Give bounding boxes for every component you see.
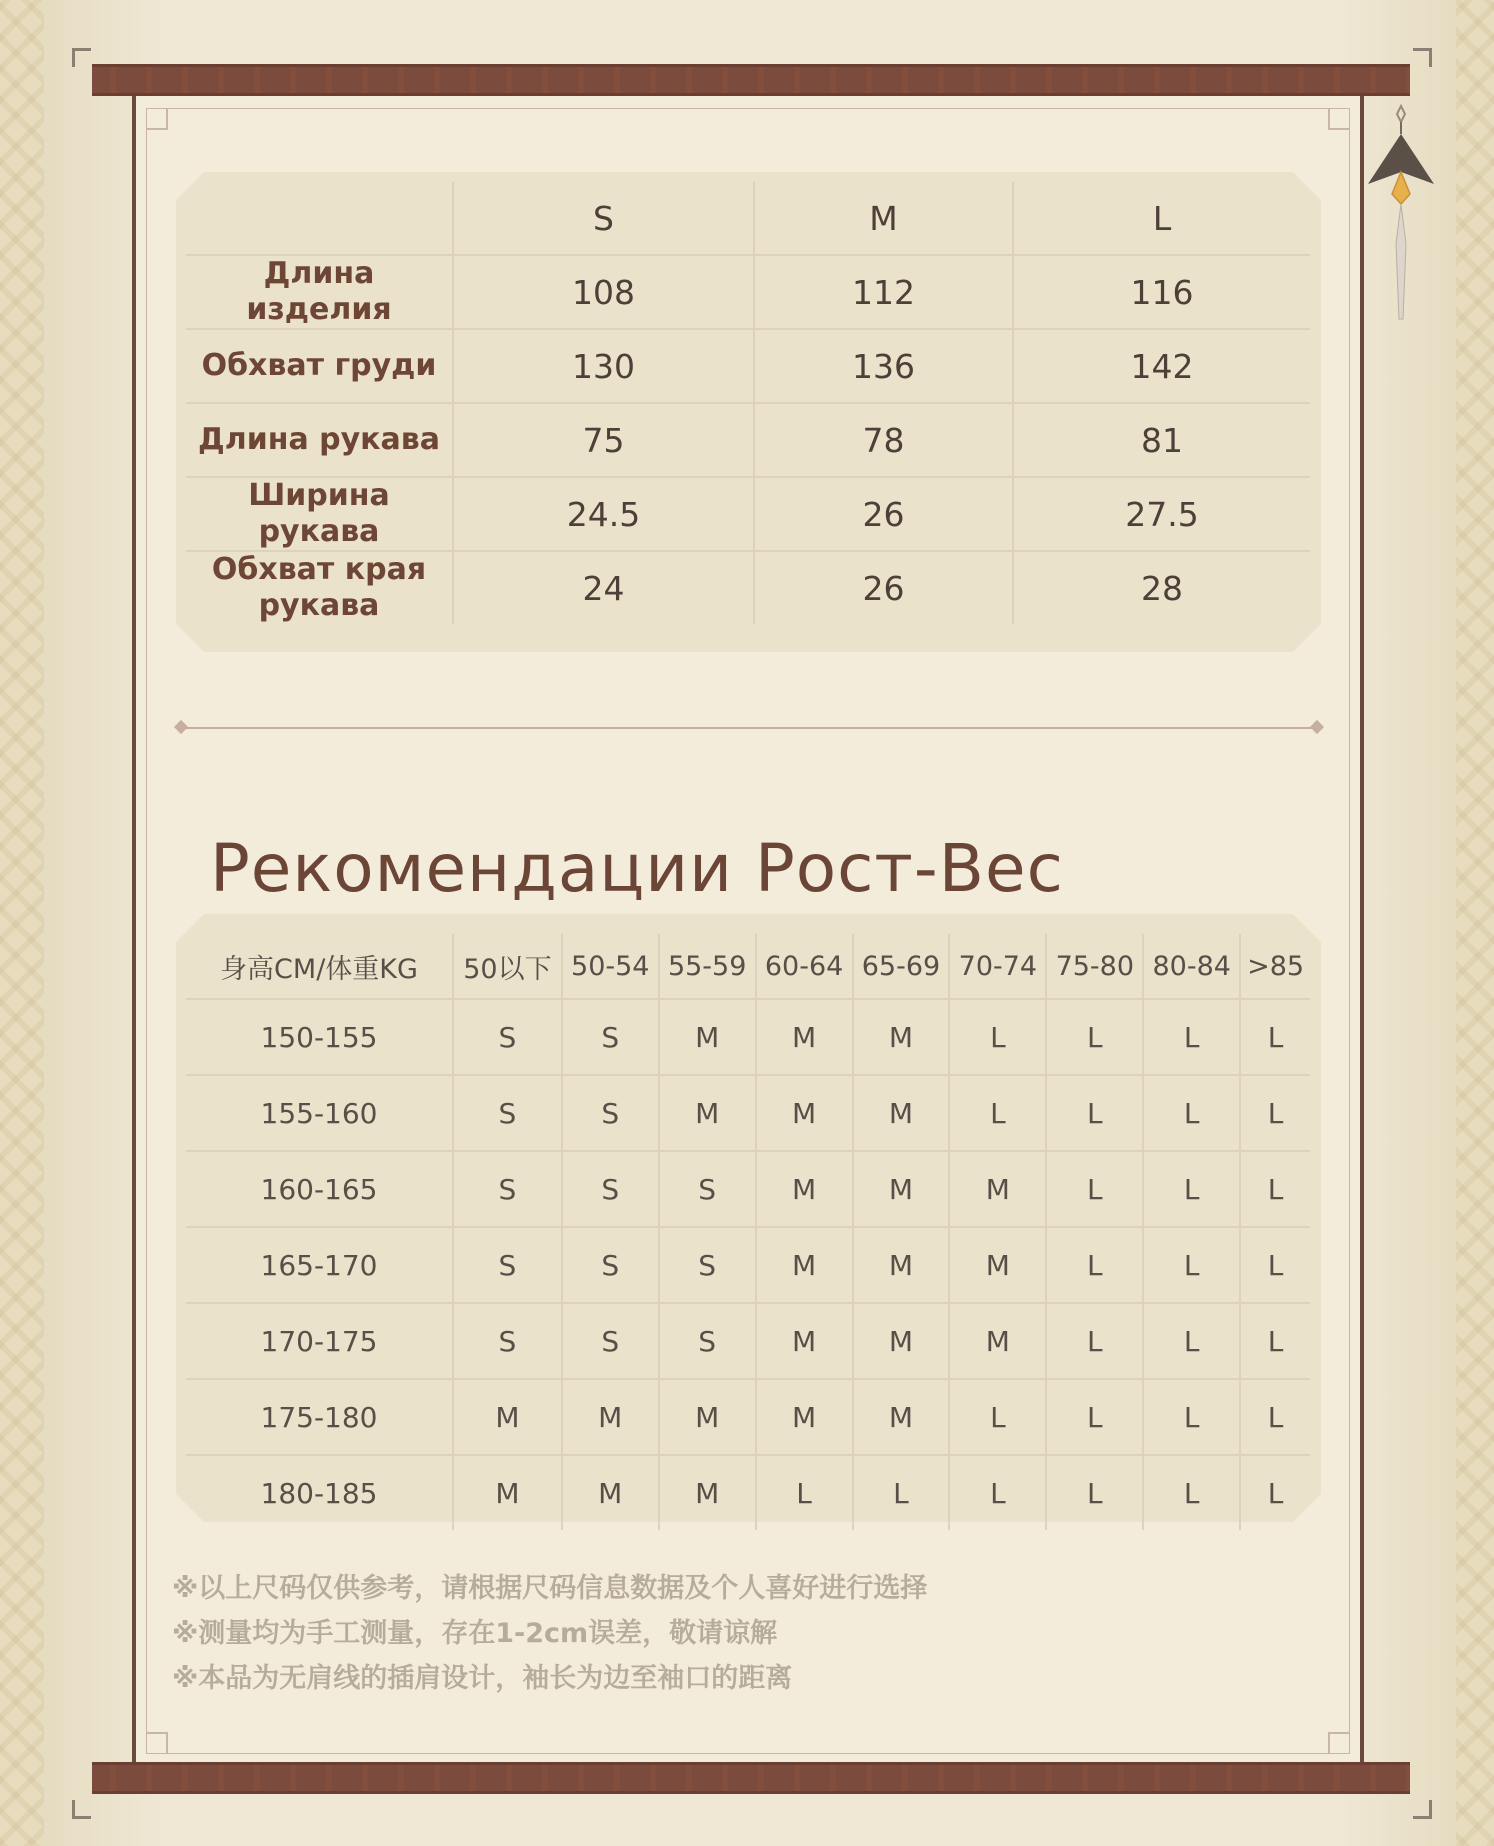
corner-mark <box>72 48 91 67</box>
corner-mark <box>1413 1800 1432 1819</box>
note-line: ※本品为无肩线的插肩设计，袖长为边至袖口的距离 <box>172 1663 793 1694</box>
size-cell: L <box>1143 1151 1240 1227</box>
size-cell: M <box>756 1151 853 1227</box>
size-cell: M <box>659 1379 756 1455</box>
size-cell: L <box>1240 1303 1310 1379</box>
size-cell: L <box>1143 1303 1240 1379</box>
size-cell: S <box>453 999 562 1075</box>
row-label: Ширина рукава <box>186 477 453 551</box>
scroll-rod-top <box>92 64 1410 96</box>
size-cell: L <box>853 1455 950 1530</box>
size-cell: M <box>949 1151 1046 1227</box>
size-cell: L <box>1143 1227 1240 1303</box>
height-range-cell: 180-185 <box>186 1455 453 1530</box>
table-cell: 136 <box>754 329 1013 403</box>
height-range-cell: 175-180 <box>186 1379 453 1455</box>
size-cell: L <box>1240 1379 1310 1455</box>
height-weight-table <box>186 934 1310 1530</box>
scroll-rod-bottom <box>92 1762 1410 1794</box>
size-cell: S <box>453 1151 562 1227</box>
row-label: Обхват края рукава <box>186 551 453 624</box>
table-cell: 130 <box>453 329 754 403</box>
size-cell: S <box>453 1227 562 1303</box>
table-cell: 26 <box>754 551 1013 624</box>
size-cell: L <box>1143 1075 1240 1151</box>
table-header-cell: S <box>453 182 754 255</box>
size-cell: L <box>949 1455 1046 1530</box>
size-cell: L <box>1240 1075 1310 1151</box>
table-cell: 75 <box>453 403 754 477</box>
size-cell: L <box>1143 999 1240 1075</box>
size-cell: L <box>1046 999 1143 1075</box>
size-cell: M <box>756 1379 853 1455</box>
size-cell: S <box>562 1303 659 1379</box>
size-cell: M <box>949 1227 1046 1303</box>
note-line: ※以上尺码仅供参考，请根据尺码信息数据及个人喜好进行选择 <box>172 1573 928 1604</box>
size-cell: L <box>1143 1379 1240 1455</box>
table-header-row <box>186 934 1310 999</box>
size-cell: S <box>562 1227 659 1303</box>
row-label: Длина изделия <box>186 255 453 329</box>
row-label: Длина рукава <box>186 403 453 477</box>
size-cell: L <box>1046 1379 1143 1455</box>
table-cell: 24.5 <box>453 477 754 551</box>
table-cell: 26 <box>754 477 1013 551</box>
size-cell: M <box>562 1379 659 1455</box>
table-row <box>186 1379 1310 1455</box>
weight-range-header: 80-84 <box>1143 934 1240 999</box>
size-cell: S <box>562 1151 659 1227</box>
size-cell: L <box>1240 1455 1310 1530</box>
size-cell: M <box>453 1455 562 1530</box>
corner-mark <box>72 1800 91 1819</box>
table-row <box>186 1151 1310 1227</box>
frame-ornament <box>146 108 168 130</box>
size-cell: S <box>453 1303 562 1379</box>
tassel-ornament-icon <box>1366 104 1436 324</box>
frame-ornament <box>1328 108 1350 130</box>
size-cell: M <box>853 1303 950 1379</box>
height-range-cell: 165-170 <box>186 1227 453 1303</box>
height-range-cell: 160-165 <box>186 1151 453 1227</box>
size-cell: M <box>853 1379 950 1455</box>
size-cell: M <box>756 1227 853 1303</box>
table-row <box>186 1075 1310 1151</box>
frame-ornament <box>146 1732 168 1754</box>
table-row <box>186 1303 1310 1379</box>
size-cell: L <box>949 999 1046 1075</box>
weight-range-header: 50-54 <box>562 934 659 999</box>
table-cell: 78 <box>754 403 1013 477</box>
row-label: Обхват груди <box>186 329 453 403</box>
size-cell: M <box>949 1303 1046 1379</box>
size-measurement-table <box>186 182 1310 624</box>
size-cell: M <box>659 1455 756 1530</box>
note-line: ※测量均为手工测量，存在1-2cm误差，敬请谅解 <box>172 1618 778 1649</box>
size-cell: L <box>1046 1151 1143 1227</box>
size-cell: M <box>453 1379 562 1455</box>
table-row <box>186 329 1310 403</box>
size-cell: L <box>949 1379 1046 1455</box>
weight-range-header: 75-80 <box>1046 934 1143 999</box>
table-row <box>186 999 1310 1075</box>
size-cell: M <box>756 1303 853 1379</box>
table-header-cell: L <box>1013 182 1310 255</box>
size-cell: S <box>659 1227 756 1303</box>
table-cell: 24 <box>453 551 754 624</box>
table-cell: 108 <box>453 255 754 329</box>
weight-range-header: 70-74 <box>949 934 1046 999</box>
table-row <box>186 477 1310 551</box>
size-cell: L <box>1046 1455 1143 1530</box>
table-row <box>186 403 1310 477</box>
size-cell: S <box>659 1303 756 1379</box>
table-cell: 81 <box>1013 403 1310 477</box>
table-header-cell <box>186 182 453 255</box>
table-cell: 27.5 <box>1013 477 1310 551</box>
weight-range-header: 50以下 <box>453 934 562 999</box>
weight-range-header: 65-69 <box>853 934 950 999</box>
weight-range-header: >85 <box>1240 934 1310 999</box>
size-cell: M <box>756 1075 853 1151</box>
table-header-cell: M <box>754 182 1013 255</box>
size-cell: M <box>853 1075 950 1151</box>
size-cell: L <box>1046 1303 1143 1379</box>
size-cell: L <box>1143 1455 1240 1530</box>
size-cell: S <box>453 1075 562 1151</box>
size-cell: M <box>562 1455 659 1530</box>
corner-mark <box>1413 48 1432 67</box>
size-cell: L <box>1046 1075 1143 1151</box>
table-cell: 142 <box>1013 329 1310 403</box>
size-cell: L <box>1240 1151 1310 1227</box>
size-cell: M <box>756 999 853 1075</box>
size-cell: M <box>853 999 950 1075</box>
table-cell: 116 <box>1013 255 1310 329</box>
size-cell: L <box>756 1455 853 1530</box>
table-corner-header: 身高CM/体重KG <box>186 934 453 999</box>
height-range-cell: 170-175 <box>186 1303 453 1379</box>
size-cell: M <box>853 1151 950 1227</box>
notes-block <box>172 1566 927 1701</box>
size-cell: S <box>562 1075 659 1151</box>
size-cell: L <box>1240 999 1310 1075</box>
table-header-row <box>186 182 1310 255</box>
table-row <box>186 1455 1310 1530</box>
section-title: Рекомендации Рост-Вес <box>210 830 1064 907</box>
size-cell: L <box>949 1075 1046 1151</box>
size-cell: M <box>659 1075 756 1151</box>
table-row <box>186 1227 1310 1303</box>
frame-ornament <box>1328 1732 1350 1754</box>
table-row <box>186 551 1310 624</box>
table-cell: 112 <box>754 255 1013 329</box>
table-cell: 28 <box>1013 551 1310 624</box>
size-cell: S <box>562 999 659 1075</box>
height-range-cell: 155-160 <box>186 1075 453 1151</box>
section-divider <box>180 727 1318 729</box>
size-cell: L <box>1240 1227 1310 1303</box>
size-cell: S <box>659 1151 756 1227</box>
weight-range-header: 55-59 <box>659 934 756 999</box>
table-row <box>186 255 1310 329</box>
size-cell: M <box>659 999 756 1075</box>
size-cell: M <box>853 1227 950 1303</box>
weight-range-header: 60-64 <box>756 934 853 999</box>
height-range-cell: 150-155 <box>186 999 453 1075</box>
size-cell: L <box>1046 1227 1143 1303</box>
